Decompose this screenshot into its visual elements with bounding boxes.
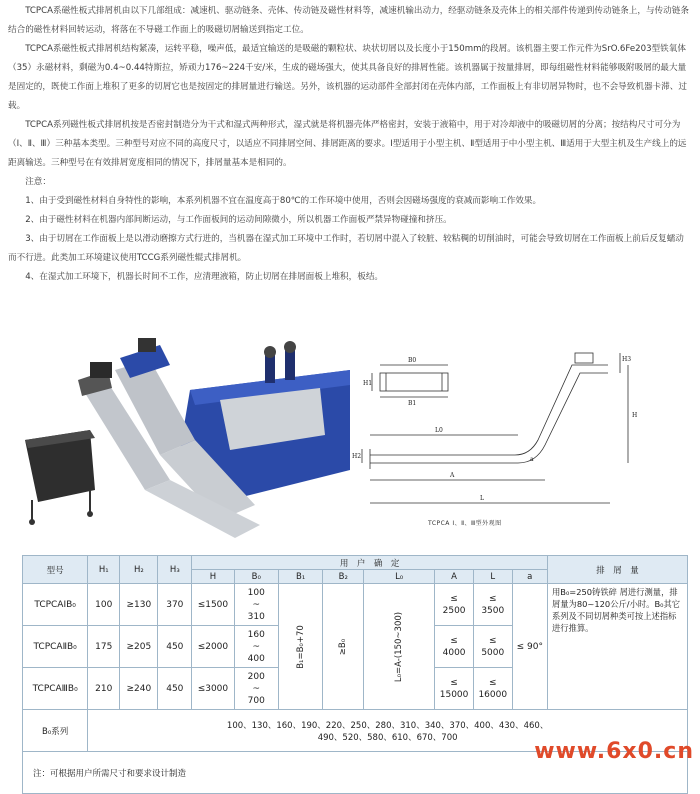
- b0-max: 310: [247, 611, 265, 622]
- header-h: H: [192, 570, 234, 584]
- a-value: 15000: [439, 689, 469, 700]
- dim-label-a: A: [450, 472, 455, 479]
- cell-l: [473, 584, 512, 626]
- dim-label-alpha: a: [530, 456, 534, 463]
- cell-h3: 370: [158, 584, 192, 626]
- cell-a: [435, 584, 474, 626]
- drawing-caption: TCPCA Ⅰ、Ⅱ、Ⅲ型外观图: [428, 520, 502, 527]
- header-a: A: [435, 570, 474, 584]
- header-model: 型号: [23, 556, 88, 584]
- notice-item-4: 4、在湿式加工环境下，机器长时间不工作，应清理液箱，防止切屑在排屑面板上堆积，板结。: [25, 272, 384, 282]
- l-value: 5000: [481, 647, 505, 658]
- cell-h1: 100: [88, 584, 120, 626]
- cell-a: [435, 668, 474, 710]
- cell-h: ≤1500: [192, 584, 234, 626]
- series-values-line-1: 100、130、160、190、220、250、280、310、340、370、400、430、460、: [226, 720, 549, 731]
- header-l0: L₀: [364, 570, 435, 584]
- header-l: L: [473, 570, 512, 584]
- cell-h1: 175: [88, 626, 120, 668]
- cell-series-label: B₀系列: [23, 710, 88, 752]
- notice-item-1: 1、由于受到磁性材料自身特性的影响，本系列机器不宜在温度高于80℃的工作环境中使用，否则会因磁场强度的衰减而影响工作效果。: [25, 196, 542, 206]
- dim-label-l: L: [480, 495, 484, 502]
- b0-max: 400: [247, 653, 265, 664]
- cell-model: TCPCAⅠB₀: [23, 584, 88, 626]
- product-photo: [20, 330, 350, 545]
- b0-min: 200: [247, 671, 265, 682]
- cell-h2: ≥130: [120, 584, 158, 626]
- intro-text: [8, 2, 692, 287]
- cell-b0: [234, 626, 278, 668]
- dim-label-b0: B0: [408, 357, 417, 364]
- header-alpha: a: [512, 570, 547, 584]
- b0-min: 160: [247, 629, 265, 640]
- technical-drawing: [350, 345, 650, 535]
- b0-max: 700: [247, 695, 265, 706]
- header-b1: B₁: [278, 570, 323, 584]
- cell-a: [435, 626, 474, 668]
- header-capacity: 排 屑 量: [547, 556, 687, 584]
- intro-paragraph-2: TCPCA系磁性板式排屑机结构紧凑，运转平稳，噪声低，最适宜输送的是吸磁的颗粒状、块状切屑以及长度小于150mm的段屑。该机器主要工作元件为SrO.6Fe203型铁氧体（35）永磁材料，剩磁为0.4~0.44特斯拉，矫顽力176~224千安/米，生成的磁场强大，使其具备良好的排屑性能。该机器属于按量排屑，即每组磁性材料能够吸附吸屑的最大量是固定的，既使工作面上堆积了更多的切屑它也是按固定的排屑量进行输送。另外，该机器的运动部件全部封闭在壳体内部，工作面板上有非切屑异物时，也不会导致机器卡滞、过载。: [8, 44, 687, 111]
- notice-item-2: 2、由于磁性材料在机器内部间断运动，与工作面板间的运动间隙微小，所以机器工作面板严禁异物碰撞和挤压。: [25, 215, 452, 225]
- footer-note: 注：可根据用户所需尺寸和要求设计制造: [23, 752, 688, 794]
- header-b2: B₂: [323, 570, 364, 584]
- header-b0: B₀: [234, 570, 278, 584]
- cell-b2-formula: [323, 584, 364, 710]
- cell-l: [473, 668, 512, 710]
- series-values-line-2: 490、520、580、610、670、700: [317, 732, 458, 743]
- dim-label-l0: L0: [435, 427, 443, 434]
- cell-model: TCPCAⅢB₀: [23, 668, 88, 710]
- cell-alpha: ≤ 90°: [512, 584, 547, 710]
- l-le: ≤: [488, 677, 497, 688]
- cell-h: ≤2000: [192, 626, 234, 668]
- dim-label-b1: B1: [408, 400, 417, 407]
- cell-h: ≤3000: [192, 668, 234, 710]
- dim-label-h: H: [632, 412, 638, 419]
- a-le: ≤: [450, 635, 458, 646]
- l0-formula: L₀=A-(150~300): [394, 611, 405, 682]
- cell-h1: 210: [88, 668, 120, 710]
- l-le: ≤: [488, 593, 497, 604]
- watermark: www.6x0.cn: [534, 739, 694, 764]
- dim-label-h3: H3: [622, 356, 632, 363]
- a-value: 2500: [442, 605, 466, 616]
- cell-b0: [234, 584, 278, 626]
- table-row: [23, 584, 688, 626]
- cell-b0: [234, 668, 278, 710]
- l-value: 16000: [478, 689, 508, 700]
- a-le: ≤: [450, 593, 458, 604]
- notice-title: 注意：: [25, 177, 51, 187]
- header-h3: H₃: [158, 556, 192, 584]
- cell-b1-formula: [278, 584, 323, 710]
- a-value: 4000: [442, 647, 466, 658]
- b1-formula: B₁=B₀+70: [295, 624, 306, 669]
- b0-tilde: ~: [252, 641, 261, 652]
- dim-label-h2: H2: [352, 453, 362, 460]
- intro-paragraph-3: TCPCA系列磁性板式排屑机按是否密封制造分为干式和湿式两种形式，湿式就是将机器壳体严格密封，安装于液箱中，用于对冷却液中的吸磁切屑的分离；按结构尺寸可分为（Ⅰ、Ⅱ、Ⅲ）三种基本类型。三种型号对应不同的高度尺寸，以适应不同排屑空间、排屑距离的要求。Ⅰ型适用于小型主机、Ⅱ型适用于中小型主机、Ⅲ适用于大型主机及生产线上的远距离输送。三种型号在有效排屑宽度相同的情况下，排屑量基本是相同的。: [8, 120, 687, 168]
- cell-l0-formula: [364, 584, 435, 710]
- b0-tilde: ~: [252, 683, 261, 694]
- header-h2: H₂: [120, 556, 158, 584]
- cell-h2: ≥205: [120, 626, 158, 668]
- cell-model: TCPCAⅡB₀: [23, 626, 88, 668]
- cell-h3: 450: [158, 668, 192, 710]
- cell-remarks: 用B₀=250铸铁碎 屑进行测量，排屑量为80~120公斤/小时。B₀其它系列及不同切屑种类可按上述指标进行推算。: [547, 584, 687, 710]
- cell-l: [473, 626, 512, 668]
- l-value: 3500: [481, 605, 505, 616]
- b0-min: 100: [247, 587, 265, 598]
- intro-paragraph-1: TCPCA系磁性板式排屑机由以下几部组成：减速机、驱动链条、壳体、传动链及磁性材料等，减速机输出动力，经驱动链条及壳体上的相关部件传递到传动链条上，与传动链条结合的磁性材料回转运动，将落在不导磁工作面上的吸磁切屑输送到指定工位。: [8, 6, 689, 35]
- b0-tilde: ~: [252, 599, 261, 610]
- cell-h2: ≥240: [120, 668, 158, 710]
- a-le: ≤: [450, 677, 458, 688]
- cell-h3: 450: [158, 626, 192, 668]
- b2-formula: ≥B₀: [338, 638, 349, 655]
- header-user-defined: 用 户 确 定: [192, 556, 548, 570]
- header-h1: H₁: [88, 556, 120, 584]
- l-le: ≤: [488, 635, 497, 646]
- dim-label-h1: H1: [363, 380, 373, 387]
- notice-item-3: 3、由于切屑在工作面板上是以滑动磨擦方式行进的，当机器在湿式加工环境中工作时，若切屑中混入了较脏、较粘稠的切削油时，可能会导致切屑在工作面板上前后反复蠕动而不行进。此类加工环境建议使用TCCG系列磁性辊式排屑机。: [8, 234, 684, 263]
